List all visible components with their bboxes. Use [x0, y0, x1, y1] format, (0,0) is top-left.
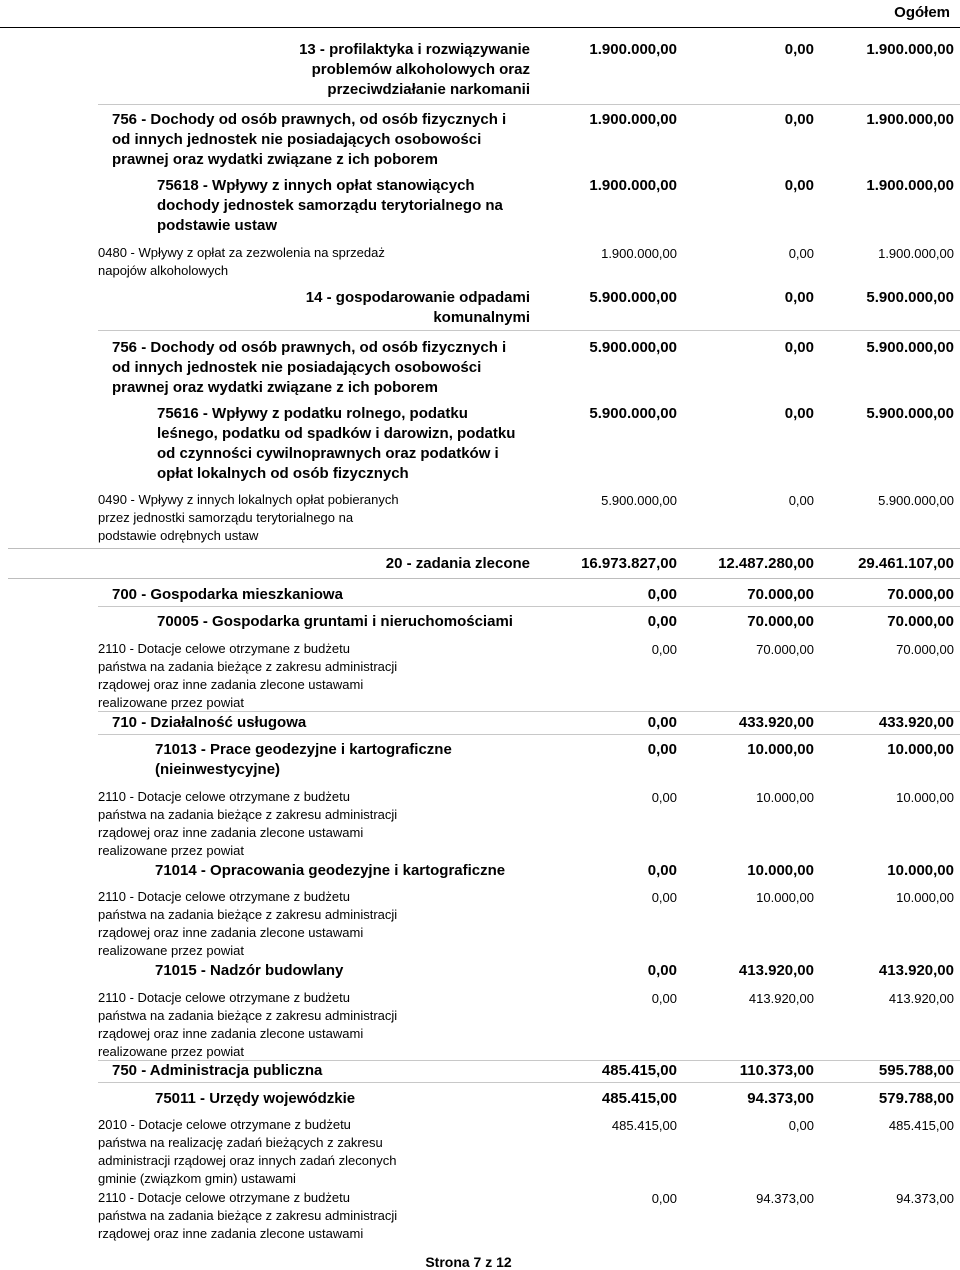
value-plan: 0,00: [651, 890, 677, 905]
column-header-total: Ogółem: [894, 4, 950, 21]
row-label: 71013 - Prace geodezyjne i kartograficzne (nieinwestycyjne): [155, 741, 452, 778]
value-change: 413.920,00: [748, 991, 814, 1006]
value-change: 0,00: [788, 1118, 814, 1133]
value-total: 413.920,00: [878, 962, 954, 979]
value-plan: 5.900.000,00: [589, 289, 677, 306]
value-total: 433.920,00: [878, 714, 954, 731]
row-divider: [98, 734, 960, 735]
row-divider: [98, 606, 960, 607]
row-label: 710 - Działalność usługowa: [112, 714, 307, 731]
value-change: 0,00: [784, 339, 814, 356]
value-change: 0,00: [784, 289, 814, 306]
value-change: 10.000,00: [747, 862, 814, 879]
value-total: 10.000,00: [887, 862, 954, 879]
section-rule: [8, 578, 960, 579]
row-label: 2110 - Dotacje celowe otrzymane z budżetu państwa na zadania bieżące z zakresu administracji rządowej oraz inne zadania zlecone ustawami realizowane przez powiat: [98, 990, 398, 1059]
value-change: 433.920,00: [738, 714, 814, 731]
value-total: 5.900.000,00: [866, 339, 954, 356]
value-change: 70.000,00: [747, 586, 814, 603]
value-change: 0,00: [788, 493, 814, 508]
row-label: 70005 - Gospodarka gruntami i nieruchomościami: [157, 613, 513, 630]
row-label: 75618 - Wpływy z innych opłat stanowiących dochody jednostek samorządu terytorialnego na podstawie ustaw: [157, 177, 503, 234]
row-label: 756 - Dochody od osób prawnych, od osób fizycznych i od innych jednostek nie posiadających osobowości prawnej oraz wydatki związane z ich poborem: [112, 111, 507, 168]
row-divider: [98, 711, 960, 712]
value-total: 10.000,00: [896, 890, 954, 905]
value-total: 10.000,00: [887, 741, 954, 758]
value-total: 1.900.000,00: [866, 111, 954, 128]
value-change: 0,00: [784, 41, 814, 58]
value-total: 5.900.000,00: [866, 289, 954, 306]
value-total: 1.900.000,00: [866, 177, 954, 194]
value-change: 10.000,00: [756, 790, 814, 805]
value-plan: 0,00: [647, 586, 677, 603]
value-change: 413.920,00: [738, 962, 814, 979]
row-label: 2110 - Dotacje celowe otrzymane z budżetu państwa na zadania bieżące z zakresu administracji rządowej oraz inne zadania zlecone ustawami: [98, 1190, 398, 1241]
value-change: 94.373,00: [747, 1090, 814, 1107]
section-rule: [8, 548, 960, 549]
value-total: 413.920,00: [888, 991, 954, 1006]
row-label: 2110 - Dotacje celowe otrzymane z budżetu państwa na zadania bieżące z zakresu administracji rządowej oraz inne zadania zlecone ustawami realizowane przez powiat: [98, 789, 398, 858]
header-rule: [0, 27, 960, 28]
value-change: 0,00: [784, 405, 814, 422]
row-label: 0490 - Wpływy z innych lokalnych opłat pobieranych przez jednostki samorządu terytorialnego na podstawie odrębnych ustaw: [98, 492, 399, 543]
row-divider: [98, 104, 960, 105]
value-change: 12.487.280,00: [718, 555, 814, 572]
value-change: 70.000,00: [747, 613, 814, 630]
row-label: 756 - Dochody od osób prawnych, od osób fizycznych i od innych jednostek nie posiadających osobowości prawnej oraz wydatki związane z ich poborem: [112, 339, 507, 396]
value-change: 94.373,00: [756, 1191, 814, 1206]
value-total: 1.900.000,00: [878, 246, 954, 261]
value-change: 70.000,00: [756, 642, 814, 657]
row-label: 71015 - Nadzór budowlany: [155, 962, 344, 979]
row-label: 2010 - Dotacje celowe otrzymane z budżetu państwa na realizację zadań bieżących z zakresu administracji rządowej oraz innych zadań zleconych gminie (związkom gmin) ustawami: [98, 1117, 397, 1186]
row-label: 2110 - Dotacje celowe otrzymane z budżetu państwa na zadania bieżące z zakresu administracji rządowej oraz inne zadania zlecone ustawami realizowane przez powiat: [98, 889, 398, 958]
row-label: 71014 - Opracowania geodezyjne i kartograficzne: [155, 862, 506, 879]
row-label: 75616 - Wpływy z podatku rolnego, podatku leśnego, podatku od spadków i darowizn, podatku od czynności cywilnoprawnych oraz podatków i opłat lokalnych od osób fizycznych: [157, 405, 516, 482]
row-divider: [98, 1082, 960, 1083]
value-total: 579.788,00: [878, 1090, 954, 1107]
value-plan: 0,00: [651, 790, 677, 805]
value-plan: 5.900.000,00: [589, 405, 677, 422]
value-plan: 485.415,00: [601, 1090, 677, 1107]
value-plan: 1.900.000,00: [601, 246, 677, 261]
value-change: 0,00: [784, 111, 814, 128]
row-label: 13 - profilaktyka i rozwiązywanie problemów alkoholowych oraz przeciwdziałanie narkomanii: [299, 41, 530, 98]
value-total: 485.415,00: [888, 1118, 954, 1133]
value-plan: 5.900.000,00: [589, 339, 677, 356]
value-plan: 0,00: [651, 642, 677, 657]
value-total: 5.900.000,00: [878, 493, 954, 508]
value-change: 110.373,00: [739, 1062, 814, 1079]
row-label: 700 - Gospodarka mieszkaniowa: [112, 586, 343, 603]
value-change: 0,00: [788, 246, 814, 261]
row-label: 20 - zadania zlecone: [385, 555, 530, 572]
row-label: 2110 - Dotacje celowe otrzymane z budżetu państwa na zadania bieżące z zakresu administracji rządowej oraz inne zadania zlecone ustawami realizowane przez powiat: [98, 641, 398, 710]
value-plan: 5.900.000,00: [601, 493, 677, 508]
value-plan: 0,00: [647, 741, 677, 758]
value-total: 1.900.000,00: [866, 41, 954, 58]
value-plan: 1.900.000,00: [589, 111, 677, 128]
value-total: 70.000,00: [887, 586, 954, 603]
value-plan: 0,00: [647, 613, 677, 630]
value-plan: 485.415,00: [611, 1118, 677, 1133]
value-plan: 485.415,00: [601, 1062, 677, 1079]
value-plan: 16.973.827,00: [581, 555, 677, 572]
value-total: 70.000,00: [896, 642, 954, 657]
value-change: 10.000,00: [747, 741, 814, 758]
row-label: 14 - gospodarowanie odpadami komunalnymi: [305, 289, 530, 326]
value-plan: 0,00: [647, 714, 677, 731]
value-plan: 1.900.000,00: [589, 41, 677, 58]
value-plan: 0,00: [647, 962, 677, 979]
value-total: 70.000,00: [887, 613, 954, 630]
row-label: 75011 - Urzędy wojewódzkie: [155, 1090, 356, 1107]
value-change: 10.000,00: [756, 890, 814, 905]
value-total: 94.373,00: [896, 1191, 954, 1206]
row-label: 0480 - Wpływy z opłat za zezwolenia na sprzedaż napojów alkoholowych: [98, 245, 385, 278]
value-change: 0,00: [784, 177, 814, 194]
value-plan: 0,00: [651, 991, 677, 1006]
value-total: 595.788,00: [878, 1062, 954, 1079]
row-divider: [98, 330, 960, 331]
value-total: 10.000,00: [896, 790, 954, 805]
row-label: 750 - Administracja publiczna: [112, 1062, 323, 1079]
value-total: 5.900.000,00: [866, 405, 954, 422]
value-plan: 0,00: [651, 1191, 677, 1206]
value-plan: 1.900.000,00: [589, 177, 677, 194]
value-plan: 0,00: [647, 862, 677, 879]
value-total: 29.461.107,00: [858, 555, 954, 572]
page-number: Strona 7 z 12: [425, 1254, 512, 1270]
